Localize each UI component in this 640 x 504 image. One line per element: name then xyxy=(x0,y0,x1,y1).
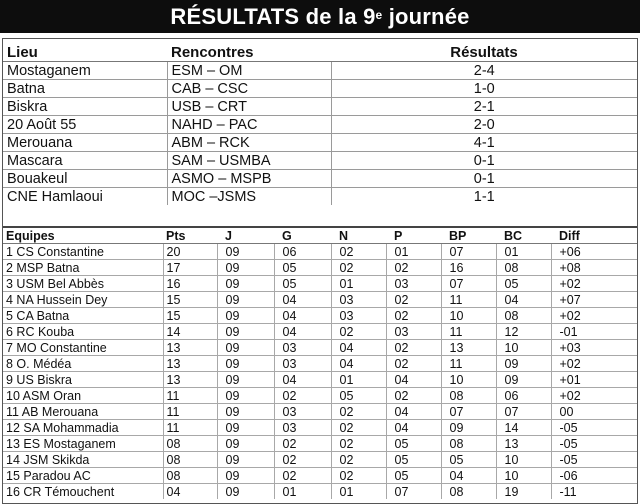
j-cell: 09 xyxy=(217,324,274,340)
team-cell: 14 JSM Skikda xyxy=(3,452,163,468)
results-frame xyxy=(2,38,638,504)
standings-row xyxy=(3,468,637,484)
pts-cell: 08 xyxy=(163,452,217,468)
g-cell: 03 xyxy=(274,356,331,372)
g-cell: 05 xyxy=(274,260,331,276)
j-cell: 09 xyxy=(217,292,274,308)
bc-cell: 07 xyxy=(496,404,551,420)
p-cell: 05 xyxy=(386,436,441,452)
header-bp: BP xyxy=(441,227,496,244)
score-cell: 2-0 xyxy=(331,116,637,134)
team-cell: 15 Paradou AC xyxy=(3,468,163,484)
pts-cell: 08 xyxy=(163,436,217,452)
p-cell: 05 xyxy=(386,468,441,484)
g-cell: 06 xyxy=(274,244,331,260)
bc-cell: 04 xyxy=(496,292,551,308)
pts-cell: 16 xyxy=(163,276,217,292)
diff-cell: +03 xyxy=(551,340,637,356)
p-cell: 02 xyxy=(386,340,441,356)
g-cell: 04 xyxy=(274,292,331,308)
n-cell: 03 xyxy=(331,292,386,308)
g-cell: 04 xyxy=(274,308,331,324)
diff-cell: -05 xyxy=(551,452,637,468)
n-cell: 04 xyxy=(331,340,386,356)
g-cell: 02 xyxy=(274,452,331,468)
bp-cell: 07 xyxy=(441,404,496,420)
pts-cell: 20 xyxy=(163,244,217,260)
score-cell: 0-1 xyxy=(331,170,637,188)
standings-row xyxy=(3,260,637,276)
diff-cell: -11 xyxy=(559,484,577,499)
standings-header-row xyxy=(3,227,637,244)
diff-cell: +02 xyxy=(551,276,637,292)
diff-cell: -05 xyxy=(551,420,637,436)
p-cell: 02 xyxy=(386,356,441,372)
diff-cell: +01 xyxy=(551,372,637,388)
header-p: P xyxy=(386,227,441,244)
bc-cell: 09 xyxy=(496,356,551,372)
title-main: RÉSULTATS de la 9 xyxy=(170,4,376,29)
diff-cell: 00 xyxy=(551,404,637,420)
team-cell: 3 USM Bel Abbès xyxy=(3,276,163,292)
p-cell: 04 xyxy=(386,420,441,436)
venue-cell: Bouakeul xyxy=(3,170,167,188)
score-cell: 0-1 xyxy=(331,152,637,170)
header-team: Equipes xyxy=(3,227,163,244)
match-cell: ESM – OM xyxy=(167,62,331,80)
j-cell: 09 xyxy=(217,276,274,292)
standings-row xyxy=(3,292,637,308)
header-n: N xyxy=(331,227,386,244)
bp-cell: 10 xyxy=(441,308,496,324)
bc-cell: 10 xyxy=(496,452,551,468)
standings-row xyxy=(3,308,637,324)
g-cell: 03 xyxy=(274,404,331,420)
pts-cell: 15 xyxy=(163,292,217,308)
results-header-row xyxy=(3,44,637,62)
standings-row xyxy=(3,324,637,340)
header-bc: BC xyxy=(496,227,551,244)
result-row xyxy=(3,170,637,188)
p-cell: 02 xyxy=(386,260,441,276)
bp-cell: 11 xyxy=(441,356,496,372)
header-diff: Diff xyxy=(551,227,637,244)
header-g: G xyxy=(274,227,331,244)
venue-cell: Batna xyxy=(3,80,167,98)
n-cell: 02 xyxy=(331,452,386,468)
venue-cell: CNE Hamlaoui xyxy=(3,188,167,206)
p-cell: 04 xyxy=(386,372,441,388)
score-cell: 1-0 xyxy=(331,80,637,98)
bp-cell: 08 xyxy=(441,388,496,404)
g-cell: 01 xyxy=(274,484,331,500)
standings-row xyxy=(3,276,637,292)
diff-cell: +02 xyxy=(551,388,637,404)
diff-cell: -06 xyxy=(551,468,637,484)
bp-cell: 16 xyxy=(441,260,496,276)
diff-cell: +02 xyxy=(551,356,637,372)
team-cell: 8 O. Médéa xyxy=(3,356,163,372)
g-cell: 02 xyxy=(274,436,331,452)
result-row xyxy=(3,188,637,206)
bp-cell: 09 xyxy=(441,420,496,436)
venue-cell: Mostaganem xyxy=(3,62,167,80)
diff-cell: +06 xyxy=(551,244,637,260)
venue-cell: Biskra xyxy=(3,98,167,116)
g-cell: 03 xyxy=(274,340,331,356)
header-pts: Pts xyxy=(163,227,217,244)
score-cell: 4-1 xyxy=(331,134,637,152)
result-row xyxy=(3,152,637,170)
page-title xyxy=(0,0,640,33)
score-cell: 2-4 xyxy=(331,62,637,80)
g-cell: 02 xyxy=(274,388,331,404)
p-cell: 04 xyxy=(386,404,441,420)
diff-cell: -01 xyxy=(551,324,637,340)
bc-cell: 06 xyxy=(496,388,551,404)
bc-cell: 10 xyxy=(496,340,551,356)
j-cell: 09 xyxy=(217,388,274,404)
team-cell: 10 ASM Oran xyxy=(3,388,163,404)
standings-row xyxy=(3,244,637,260)
match-cell: NAHD – PAC xyxy=(167,116,331,134)
title-superscript: e xyxy=(375,8,383,22)
n-cell: 02 xyxy=(331,324,386,340)
diff-cell: -05 xyxy=(551,436,637,452)
bc-cell: 10 xyxy=(496,468,551,484)
result-row xyxy=(3,80,637,98)
bp-cell: 08 xyxy=(441,436,496,452)
n-cell: 04 xyxy=(331,356,386,372)
venue-cell: 20 Août 55 xyxy=(3,116,167,134)
g-cell: 05 xyxy=(274,276,331,292)
header-match: Rencontres xyxy=(167,44,331,62)
j-cell: 09 xyxy=(217,244,274,260)
n-cell: 01 xyxy=(331,484,386,500)
n-cell: 01 xyxy=(331,372,386,388)
bc-cell: 09 xyxy=(496,372,551,388)
match-cell: MOC –JSMS xyxy=(167,188,331,206)
n-cell: 02 xyxy=(331,468,386,484)
g-cell: 04 xyxy=(274,324,331,340)
match-cell: ABM – RCK xyxy=(167,134,331,152)
p-cell: 05 xyxy=(386,452,441,468)
standings-row xyxy=(3,340,637,356)
standings-table xyxy=(3,226,637,499)
score-cell: 2-1 xyxy=(331,98,637,116)
j-cell: 09 xyxy=(217,420,274,436)
bc-cell: 19 xyxy=(496,484,551,500)
g-cell: 02 xyxy=(274,468,331,484)
n-cell: 02 xyxy=(331,260,386,276)
diff-cell: +02 xyxy=(551,308,637,324)
pts-cell: 04 xyxy=(163,484,217,500)
j-cell: 09 xyxy=(217,308,274,324)
venue-cell: Merouana xyxy=(3,134,167,152)
j-cell: 09 xyxy=(217,260,274,276)
team-cell: 11 AB Merouana xyxy=(3,404,163,420)
p-cell: 03 xyxy=(386,276,441,292)
j-cell: 09 xyxy=(217,484,274,500)
j-cell: 09 xyxy=(217,468,274,484)
j-cell: 09 xyxy=(217,340,274,356)
n-cell: 05 xyxy=(331,388,386,404)
result-row xyxy=(3,116,637,134)
title-end: journée xyxy=(382,4,470,29)
standings-row xyxy=(3,356,637,372)
diff-cell: +07 xyxy=(551,292,637,308)
standings-row xyxy=(3,388,637,404)
bc-cell: 05 xyxy=(496,276,551,292)
p-cell: 03 xyxy=(386,324,441,340)
n-cell: 01 xyxy=(331,276,386,292)
team-cell: 2 MSP Batna xyxy=(3,260,163,276)
bp-cell: 07 xyxy=(441,244,496,260)
result-row xyxy=(3,98,637,116)
g-cell: 03 xyxy=(274,420,331,436)
team-cell: 16 CR Témouchent xyxy=(3,484,163,500)
bp-cell: 11 xyxy=(441,324,496,340)
bp-cell: 04 xyxy=(441,468,496,484)
bp-cell: 05 xyxy=(441,452,496,468)
bc-cell: 08 xyxy=(496,260,551,276)
match-cell: ASMO – MSPB xyxy=(167,170,331,188)
standings-row xyxy=(3,436,637,452)
pts-cell: 11 xyxy=(163,404,217,420)
pts-cell: 08 xyxy=(163,468,217,484)
n-cell: 02 xyxy=(331,244,386,260)
standings-row xyxy=(3,420,637,436)
j-cell: 09 xyxy=(217,356,274,372)
standings-row xyxy=(3,452,637,468)
bc-cell: 14 xyxy=(496,420,551,436)
team-cell: 13 ES Mostaganem xyxy=(3,436,163,452)
diff-cell: +08 xyxy=(551,260,637,276)
header-j: J xyxy=(217,227,274,244)
j-cell: 09 xyxy=(217,404,274,420)
header-venue: Lieu xyxy=(3,44,167,62)
pts-cell: 15 xyxy=(163,308,217,324)
standings-row xyxy=(3,404,637,420)
p-cell: 02 xyxy=(386,308,441,324)
j-cell: 09 xyxy=(217,436,274,452)
bp-cell: 10 xyxy=(441,372,496,388)
bc-cell: 01 xyxy=(496,244,551,260)
team-cell: 12 SA Mohammadia xyxy=(3,420,163,436)
n-cell: 02 xyxy=(331,420,386,436)
match-cell: USB – CRT xyxy=(167,98,331,116)
pts-cell: 11 xyxy=(163,388,217,404)
j-cell: 09 xyxy=(217,372,274,388)
p-cell: 01 xyxy=(386,244,441,260)
standings-row xyxy=(3,372,637,388)
bc-cell: 08 xyxy=(496,308,551,324)
n-cell: 03 xyxy=(331,308,386,324)
standings-row xyxy=(3,484,637,500)
team-cell: 1 CS Constantine xyxy=(3,244,163,260)
pts-cell: 17 xyxy=(163,260,217,276)
bc-cell: 12 xyxy=(496,324,551,340)
j-cell: 09 xyxy=(217,452,274,468)
team-cell: 9 US Biskra xyxy=(3,372,163,388)
results-table xyxy=(3,44,637,205)
n-cell: 02 xyxy=(331,436,386,452)
p-cell: 02 xyxy=(386,292,441,308)
pts-cell: 13 xyxy=(163,340,217,356)
header-score: Résultats xyxy=(331,44,637,62)
pts-cell: 14 xyxy=(163,324,217,340)
g-cell: 04 xyxy=(274,372,331,388)
team-cell: 7 MO Constantine xyxy=(3,340,163,356)
result-row xyxy=(3,62,637,80)
pts-cell: 13 xyxy=(163,356,217,372)
n-cell: 02 xyxy=(331,404,386,420)
bp-cell: 13 xyxy=(441,340,496,356)
p-cell: 02 xyxy=(386,388,441,404)
bp-cell: 08 xyxy=(441,484,496,500)
team-cell: 4 NA Hussein Dey xyxy=(3,292,163,308)
pts-cell: 13 xyxy=(163,372,217,388)
score-cell: 1-1 xyxy=(473,188,495,205)
venue-cell: Mascara xyxy=(3,152,167,170)
bp-cell: 11 xyxy=(441,292,496,308)
bc-cell: 13 xyxy=(496,436,551,452)
result-row xyxy=(3,134,637,152)
match-cell: SAM – USMBA xyxy=(167,152,331,170)
p-cell: 07 xyxy=(386,484,441,500)
team-cell: 5 CA Batna xyxy=(3,308,163,324)
pts-cell: 11 xyxy=(163,420,217,436)
team-cell: 6 RC Kouba xyxy=(3,324,163,340)
match-cell: CAB – CSC xyxy=(167,80,331,98)
bp-cell: 07 xyxy=(441,276,496,292)
